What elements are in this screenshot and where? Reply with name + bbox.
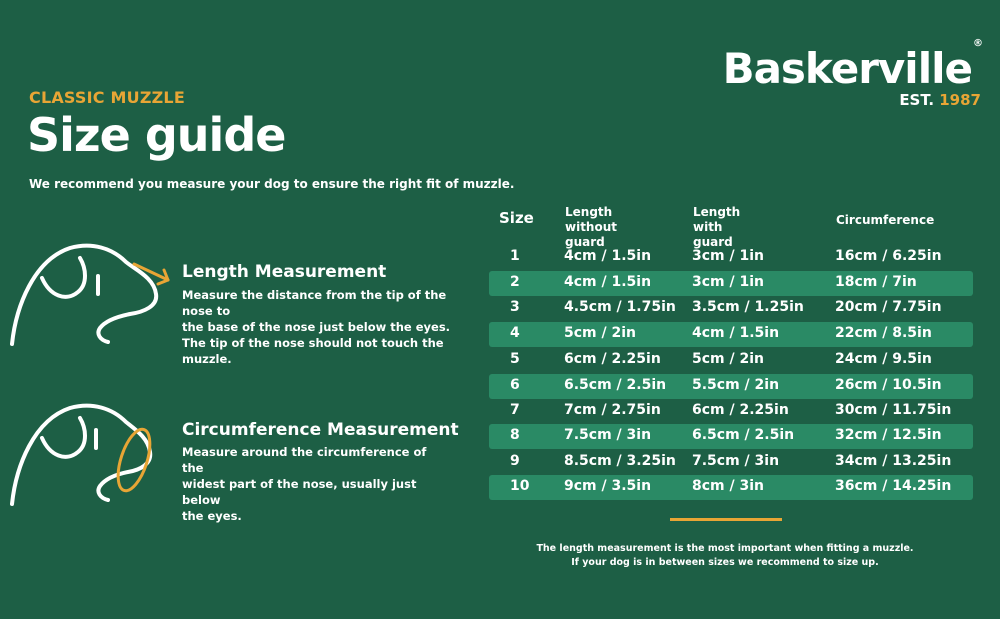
cell-length-with-guard: 6cm / 2.25in: [692, 402, 789, 418]
registered-mark: ®: [973, 38, 982, 49]
cell-length-without-guard: 6cm / 2.25in: [564, 351, 661, 367]
cell-length-with-guard: 3.5cm / 1.25in: [692, 299, 804, 315]
page-title: Size guide: [27, 108, 286, 162]
footer-line: The length measurement is the most important when fitting a muzzle.: [536, 543, 914, 554]
cell-length-without-guard: 7cm / 2.75in: [564, 402, 661, 418]
dog-length-icon: [8, 236, 178, 356]
cell-size: 1: [510, 248, 520, 264]
cell-size: 10: [510, 478, 530, 494]
cell-size: 9: [510, 453, 520, 469]
brand-name: Baskerville: [722, 44, 972, 93]
cell-length-without-guard: 5cm / 2in: [564, 325, 636, 341]
circumference-desc-line: Measure around the circumference of the: [182, 445, 427, 475]
header-circumference: Circumference: [836, 213, 935, 227]
table-row: [489, 348, 973, 373]
cell-circumference: 34cm / 13.25in: [835, 453, 952, 469]
length-desc-line: the base of the nose just below the eyes.: [182, 320, 451, 334]
brand-logo: [722, 38, 982, 93]
cell-circumference: 24cm / 9.5in: [835, 351, 932, 367]
cell-size: 6: [510, 377, 520, 393]
dog-circumference-icon: [8, 396, 178, 516]
cell-length-with-guard: 3cm / 1in: [692, 248, 764, 264]
cell-length-without-guard: 4cm / 1.5in: [564, 248, 652, 264]
table-row: [489, 475, 973, 500]
header-length-with-guard: [693, 205, 740, 250]
footer-line: If your dog is in between sizes we recommend to size up.: [571, 557, 879, 568]
cell-circumference: 18cm / 7in: [835, 274, 917, 290]
header-size: Size: [499, 209, 534, 227]
cell-length-with-guard: 6.5cm / 2.5in: [692, 427, 795, 443]
cell-length-without-guard: 4.5cm / 1.75in: [564, 299, 676, 315]
cell-length-with-guard: 3cm / 1in: [692, 274, 764, 290]
cell-size: 4: [510, 325, 520, 341]
table-row: [489, 245, 973, 270]
est-year: 1987: [939, 91, 981, 109]
table-row: [489, 424, 973, 449]
length-desc-line: The tip of the nose should not touch the muzzle.: [182, 336, 444, 366]
cell-size: 7: [510, 402, 520, 418]
circumference-desc-line: the eyes.: [182, 509, 242, 523]
intro-text: We recommend you measure your dog to ensure the right fit of muzzle.: [29, 177, 515, 191]
cell-size: 5: [510, 351, 520, 367]
length-measurement-description: [182, 287, 477, 367]
header-line: Length with: [693, 205, 741, 234]
circumference-measurement-description: [182, 444, 442, 524]
table-row: [489, 399, 973, 424]
cell-size: 2: [510, 274, 520, 290]
cell-circumference: 16cm / 6.25in: [835, 248, 942, 264]
circumference-measurement-title: Circumference Measurement: [182, 420, 459, 440]
cell-length-without-guard: 8.5cm / 3.25in: [564, 453, 676, 469]
product-subtitle: CLASSIC MUZZLE: [29, 88, 185, 107]
cell-length-without-guard: 7.5cm / 3in: [564, 427, 652, 443]
cell-size: 3: [510, 299, 520, 315]
cell-circumference: 20cm / 7.75in: [835, 299, 942, 315]
table-row: [489, 271, 973, 296]
table-row: [489, 296, 973, 321]
table-row: [489, 374, 973, 399]
cell-size: 8: [510, 427, 520, 443]
table-row: [489, 322, 973, 347]
cell-length-without-guard: 4cm / 1.5in: [564, 274, 652, 290]
cell-length-with-guard: 7.5cm / 3in: [692, 453, 780, 469]
cell-length-with-guard: 5cm / 2in: [692, 351, 764, 367]
header-line: Length without: [565, 205, 618, 234]
cell-length-with-guard: 4cm / 1.5in: [692, 325, 780, 341]
circumference-desc-line: widest part of the nose, usually just below: [182, 477, 417, 507]
header-line: guard: [693, 235, 733, 249]
header-line: guard: [565, 235, 605, 249]
cell-circumference: 36cm / 14.25in: [835, 478, 952, 494]
brand-established: [899, 91, 981, 109]
cell-length-with-guard: 5.5cm / 2in: [692, 377, 780, 393]
cell-length-with-guard: 8cm / 3in: [692, 478, 764, 494]
cell-length-without-guard: 6.5cm / 2.5in: [564, 377, 667, 393]
cell-circumference: 32cm / 12.5in: [835, 427, 942, 443]
cell-circumference: 26cm / 10.5in: [835, 377, 942, 393]
footer-note: [500, 542, 950, 570]
table-row: [489, 450, 973, 475]
cell-circumference: 30cm / 11.75in: [835, 402, 952, 418]
length-measurement-title: Length Measurement: [182, 262, 387, 282]
cell-length-without-guard: 9cm / 3.5in: [564, 478, 652, 494]
length-desc-line: Measure the distance from the tip of the nose to: [182, 288, 447, 318]
accent-divider: [670, 518, 782, 521]
est-prefix: EST.: [899, 91, 935, 109]
cell-circumference: 22cm / 8.5in: [835, 325, 932, 341]
header-length-without-guard: [565, 205, 617, 250]
